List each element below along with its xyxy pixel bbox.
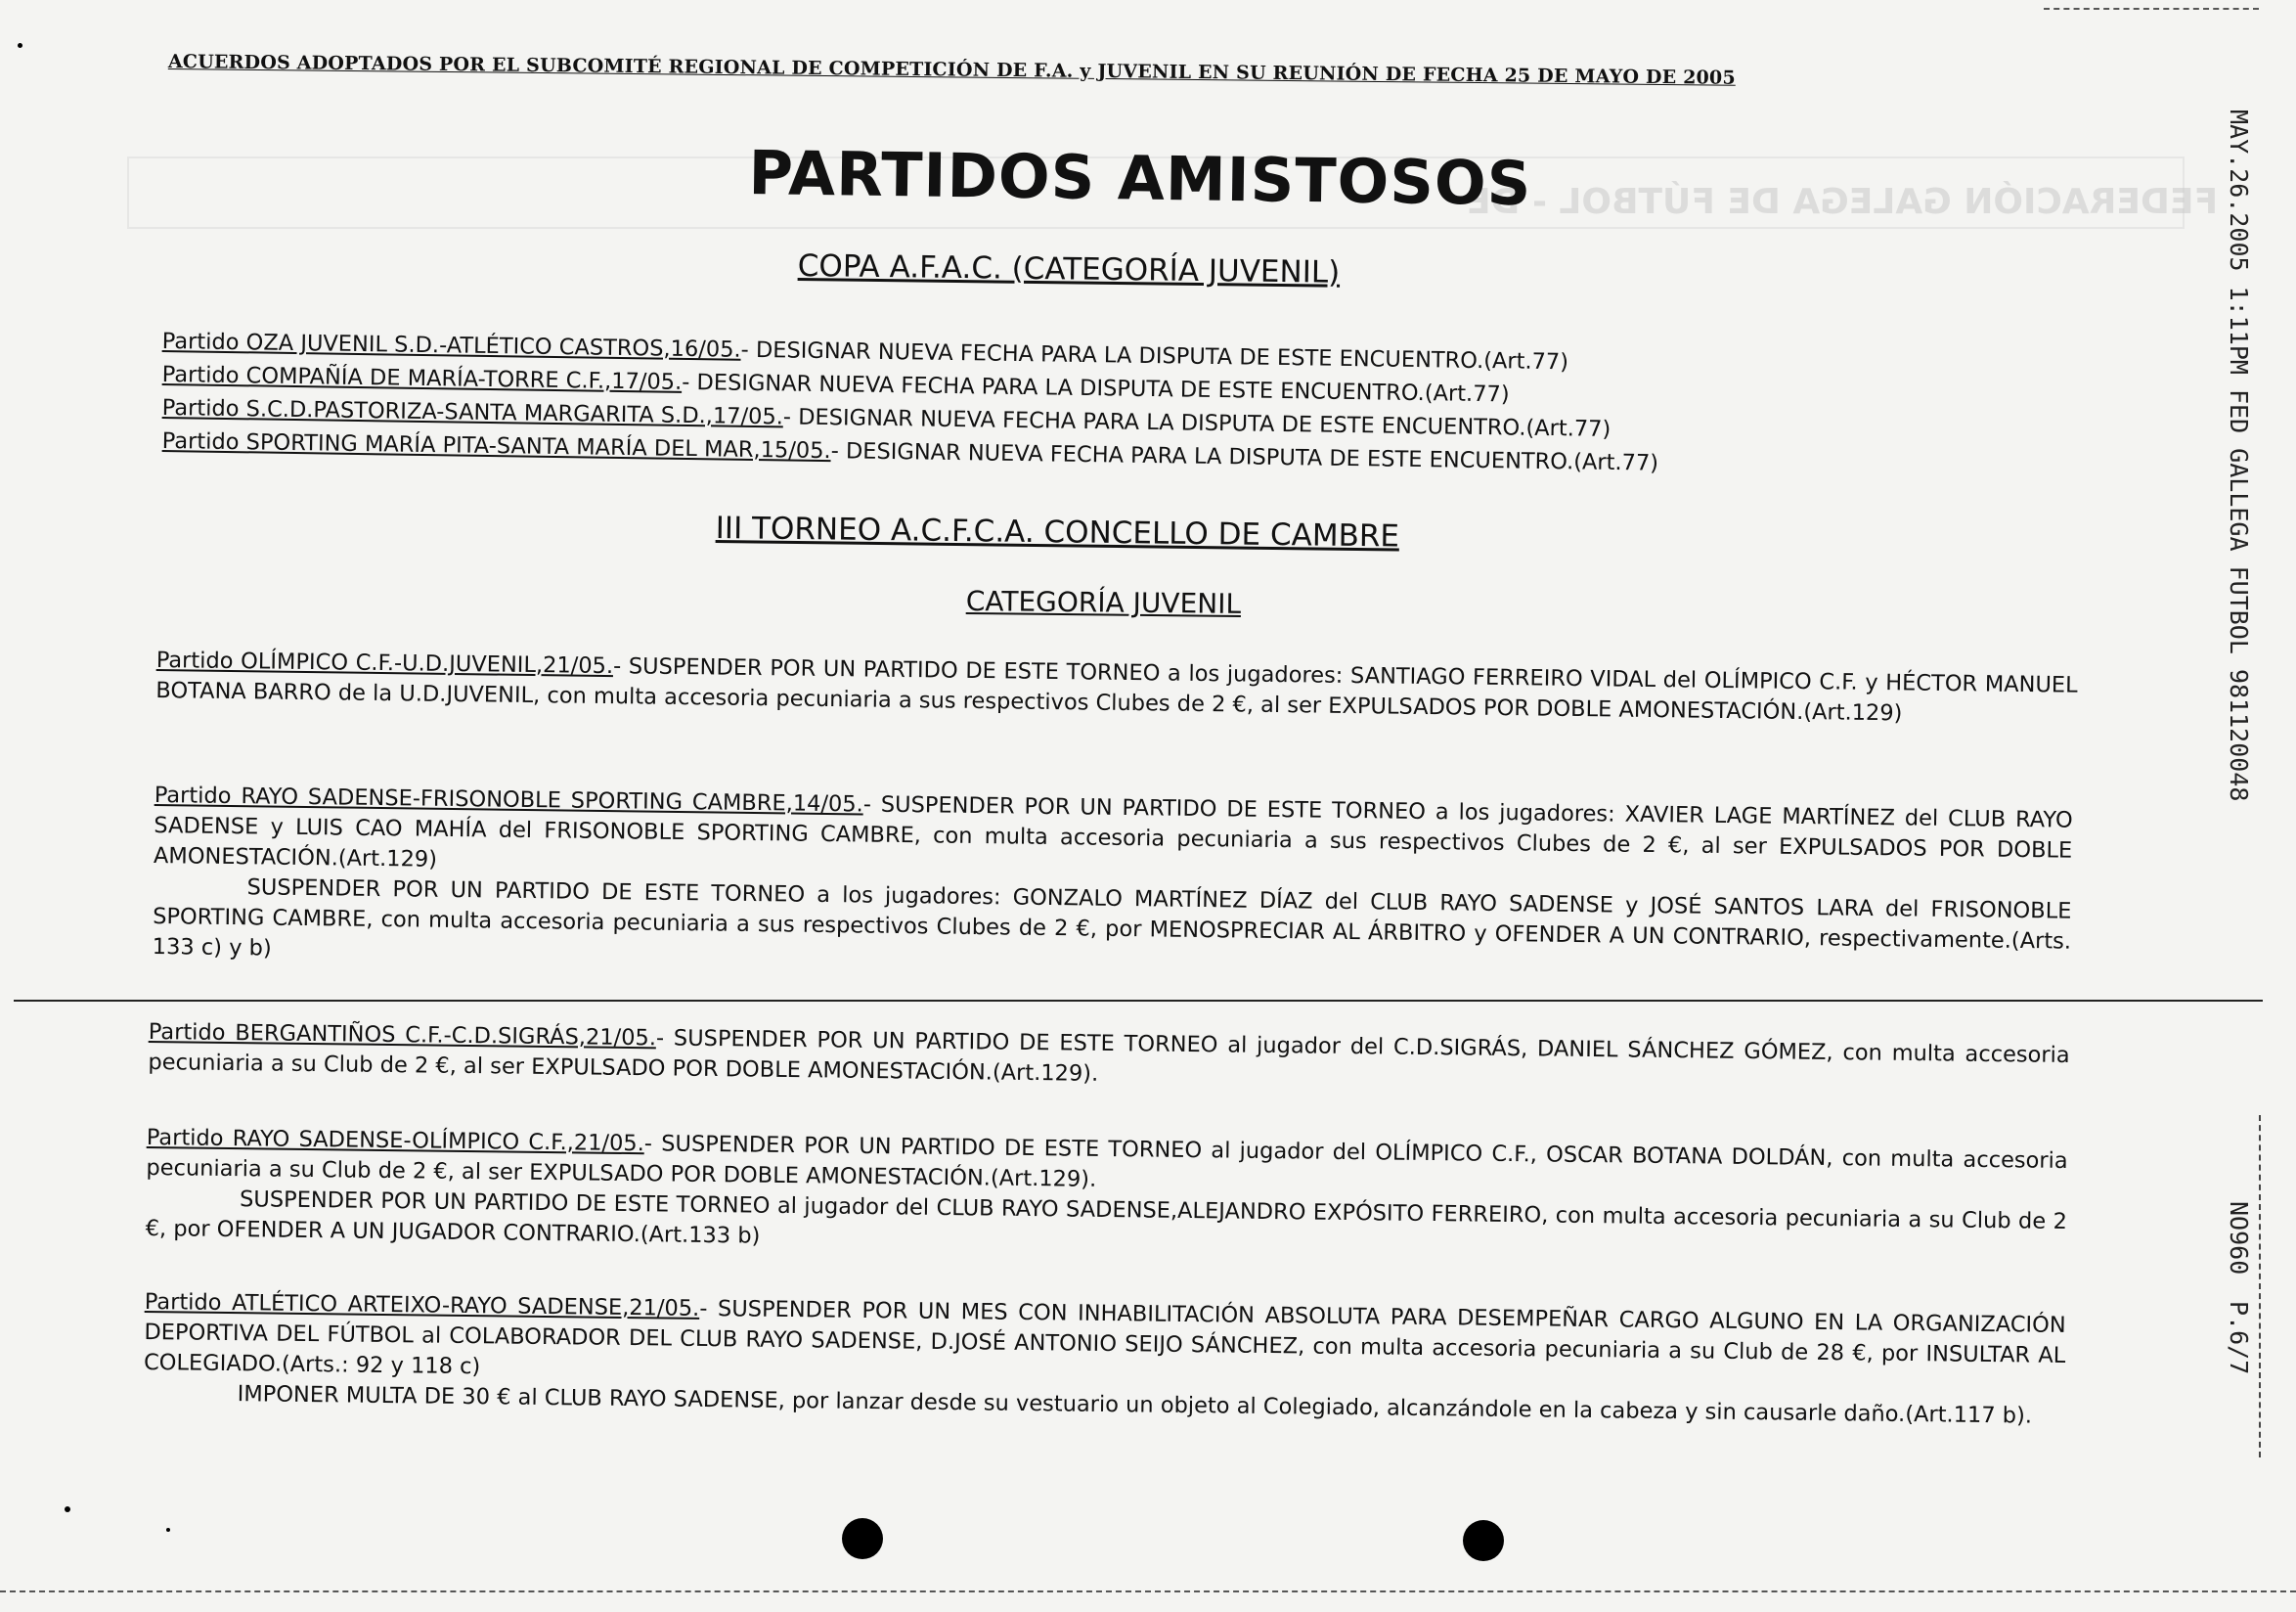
match-label: Partido RAYO SADENSE-OLÍMPICO C.F.,21/05. (146, 1124, 644, 1157)
match-label: Partido ATLÉTICO ARTEIXO-RAYO SADENSE,21/05. (144, 1288, 700, 1321)
resolution-text: - SUSPENDER POR UN MES CON INHABILITACIÓN ABSOLUTA PARA DESEMPEÑAR CARGO ALGUNO EN LA ORGANIZACIÓN DEPORTIVA DEL FÚTBOL al COLABORADOR DEL CLUB RAYO SADENSE, D.JOSÉ ANTONIO SEIJO SÁNCHEZ, con multa accesoria pecuniaria a su Club de 28 €, por INSULTAR AL COLEGIADO.(Arts.: 92 y 118 c) (143, 1295, 2066, 1380)
fax-transmission-header: MAY.26.2005 1:11PM FED GALLEGA FUTBOL 981120048 (2225, 110, 2253, 802)
right-edge-dash (2259, 1115, 2263, 1457)
resolution-text: - SUSPENDER POR UN PARTIDO DE ESTE TORNEO a los jugadores: SANTIAGO FERREIRO VIDAL del OLÍMPICO C.F. y HÉCTOR MANUEL BOTANA BARRO de la U.D.JUVENIL, con multa accesoria pecuniaria a sus respectivos Clubes de 2 €, al ser EXPULSADOS POR DOBLE AMONESTACIÓN.(Art.129) (155, 653, 2078, 727)
section-heading-copa: COPA A.F.A.C. (CATEGORÍA JUVENIL) (797, 248, 1341, 291)
torneo-item-3 (148, 1017, 2070, 1101)
torneo-item-4 (145, 1123, 2067, 1268)
match-label: Partido OZA JUVENIL S.D.-ATLÉTICO CASTROS,16/05. (161, 328, 741, 363)
match-label: Partido OLÍMPICO C.F.-U.D.JUVENIL,21/05. (155, 647, 614, 680)
speck (18, 43, 22, 48)
ghost-banner: FEDERACIÓN GALEGA DE FÚTBOL - DE (1467, 182, 2219, 222)
resolution-text: - DESIGNAR NUEVA FECHA PARA LA DISPUTA DE ESTE ENCUENTRO.(Art.77) (830, 438, 1659, 476)
resolution-text: - DESIGNAR NUEVA FECHA PARA LA DISPUTA DE ESTE ENCUENTRO.(Art.77) (682, 369, 1510, 408)
resolution-text-2: SUSPENDER POR UN PARTIDO DE ESTE TORNEO al jugador del CLUB RAYO SADENSE,ALEJANDRO EXPÓSITO FERREIRO, con multa accesoria pecuniaria a su Club de 2 €, por OFENDER A UN JUGADOR CONTRARIO.(Art.133 b) (145, 1187, 2068, 1249)
fax-page-number: P.6/7 (2225, 1301, 2253, 1375)
speck (166, 1528, 170, 1532)
torneo-item-2 (153, 781, 2073, 988)
top-dash-line (2044, 8, 2259, 12)
resolution-text: - SUSPENDER POR UN PARTIDO DE ESTE TORNEO al jugador del OLÍMPICO C.F., OSCAR BOTANA DOLDÁN, con multa accesoria pecuniaria a su Club de 2 €, al ser EXPULSADO POR DOBLE AMONESTACIÓN.(Art.129). (146, 1131, 2068, 1192)
resolution-text: - DESIGNAR NUEVA FECHA PARA LA DISPUTA DE ESTE ENCUENTRO.(Art.77) (782, 404, 1612, 442)
subsection-heading: CATEGORÍA JUVENIL (965, 585, 1242, 620)
match-label: Partido S.C.D.PASTORIZA-SANTA MARGARITA S.D.,17/05. (161, 394, 784, 430)
bottom-dash-line (0, 1590, 2296, 1594)
resolution-text: - SUSPENDER POR UN PARTIDO DE ESTE TORNEO al jugador del C.D.SIGRÁS, DANIEL SÁNCHEZ GÓMEZ, con multa accesoria pecuniaria a su Club de 2 €, al ser EXPULSADO POR DOBLE AMONESTACIÓN.(Art.129). (148, 1025, 2070, 1087)
match-label: Partido BERGANTIÑOS C.F.-C.D.SIGRÁS,21/05. (148, 1018, 657, 1052)
resolution-text-2: SUSPENDER POR UN PARTIDO DE ESTE TORNEO a los jugadores: GONZALO MARTÍNEZ DÍAZ del CLUB RAYO SADENSE y JOSÉ SANTOS LARA del FRISONOBLE SPORTING CAMBRE, con multa accesoria pecuniaria a sus respectivos Clubes de 2 €, por MENOSPRECIAR AL ÁRBITRO y OFENDER A UN CONTRARIO, respectivamente.(Arts. 133 c) y b) (152, 874, 2072, 962)
speck (65, 1506, 70, 1512)
punch-hole-left (842, 1518, 883, 1559)
section-heading-torneo: III TORNEO A.C.F.C.A. CONCELLO DE CAMBRE (715, 511, 1400, 555)
torneo-item-1 (155, 646, 2078, 732)
page-break-rule (14, 1000, 2263, 1002)
resolution-text-2: IMPONER MULTA DE 30 € al CLUB RAYO SADENSE, por lanzar desde su vestuario un objeto al Colegiado, alcanzándole en la cabeza y sin causarle daño.(Art.117 b). (237, 1381, 2033, 1429)
resolution-text: - SUSPENDER POR UN PARTIDO DE ESTE TORNEO a los jugadores: XAVIER LAGE MARTÍNEZ del CLUB RAYO SADENSE y LUIS CAO MAHÍA del FRISONOBLE SPORTING CAMBRE, con multa accesoria pecuniaria a sus respectivos Clubes de 2 €, al ser EXPULSADOS POR DOBLE AMONESTACIÓN.(Art.129) (153, 791, 2073, 873)
match-label: Partido COMPAÑÍA DE MARÍA-TORRE C.F.,17/05. (161, 361, 683, 395)
torneo-item-5 (143, 1287, 2065, 1432)
page-title: PARTIDOS AMISTOSOS (747, 137, 1532, 220)
document-header: ACUERDOS ADOPTADOS POR EL SUBCOMITÉ REGIONAL DE COMPETICIÓN DE F.A. y JUVENIL EN SU REUNIÓN DE FECHA 25 DE MAYO DE 2005 (167, 51, 1736, 89)
fax-number: NO960 (2225, 1201, 2253, 1276)
punch-hole-right (1463, 1520, 1504, 1561)
match-label: Partido RAYO SADENSE-FRISONOBLE SPORTING CAMBRE,14/05. (154, 782, 863, 818)
resolution-text: - DESIGNAR NUEVA FECHA PARA LA DISPUTA DE ESTE ENCUENTRO.(Art.77) (740, 336, 1569, 376)
match-label: Partido SPORTING MARÍA PITA-SANTA MARÍA DEL MAR,15/05. (161, 427, 831, 465)
